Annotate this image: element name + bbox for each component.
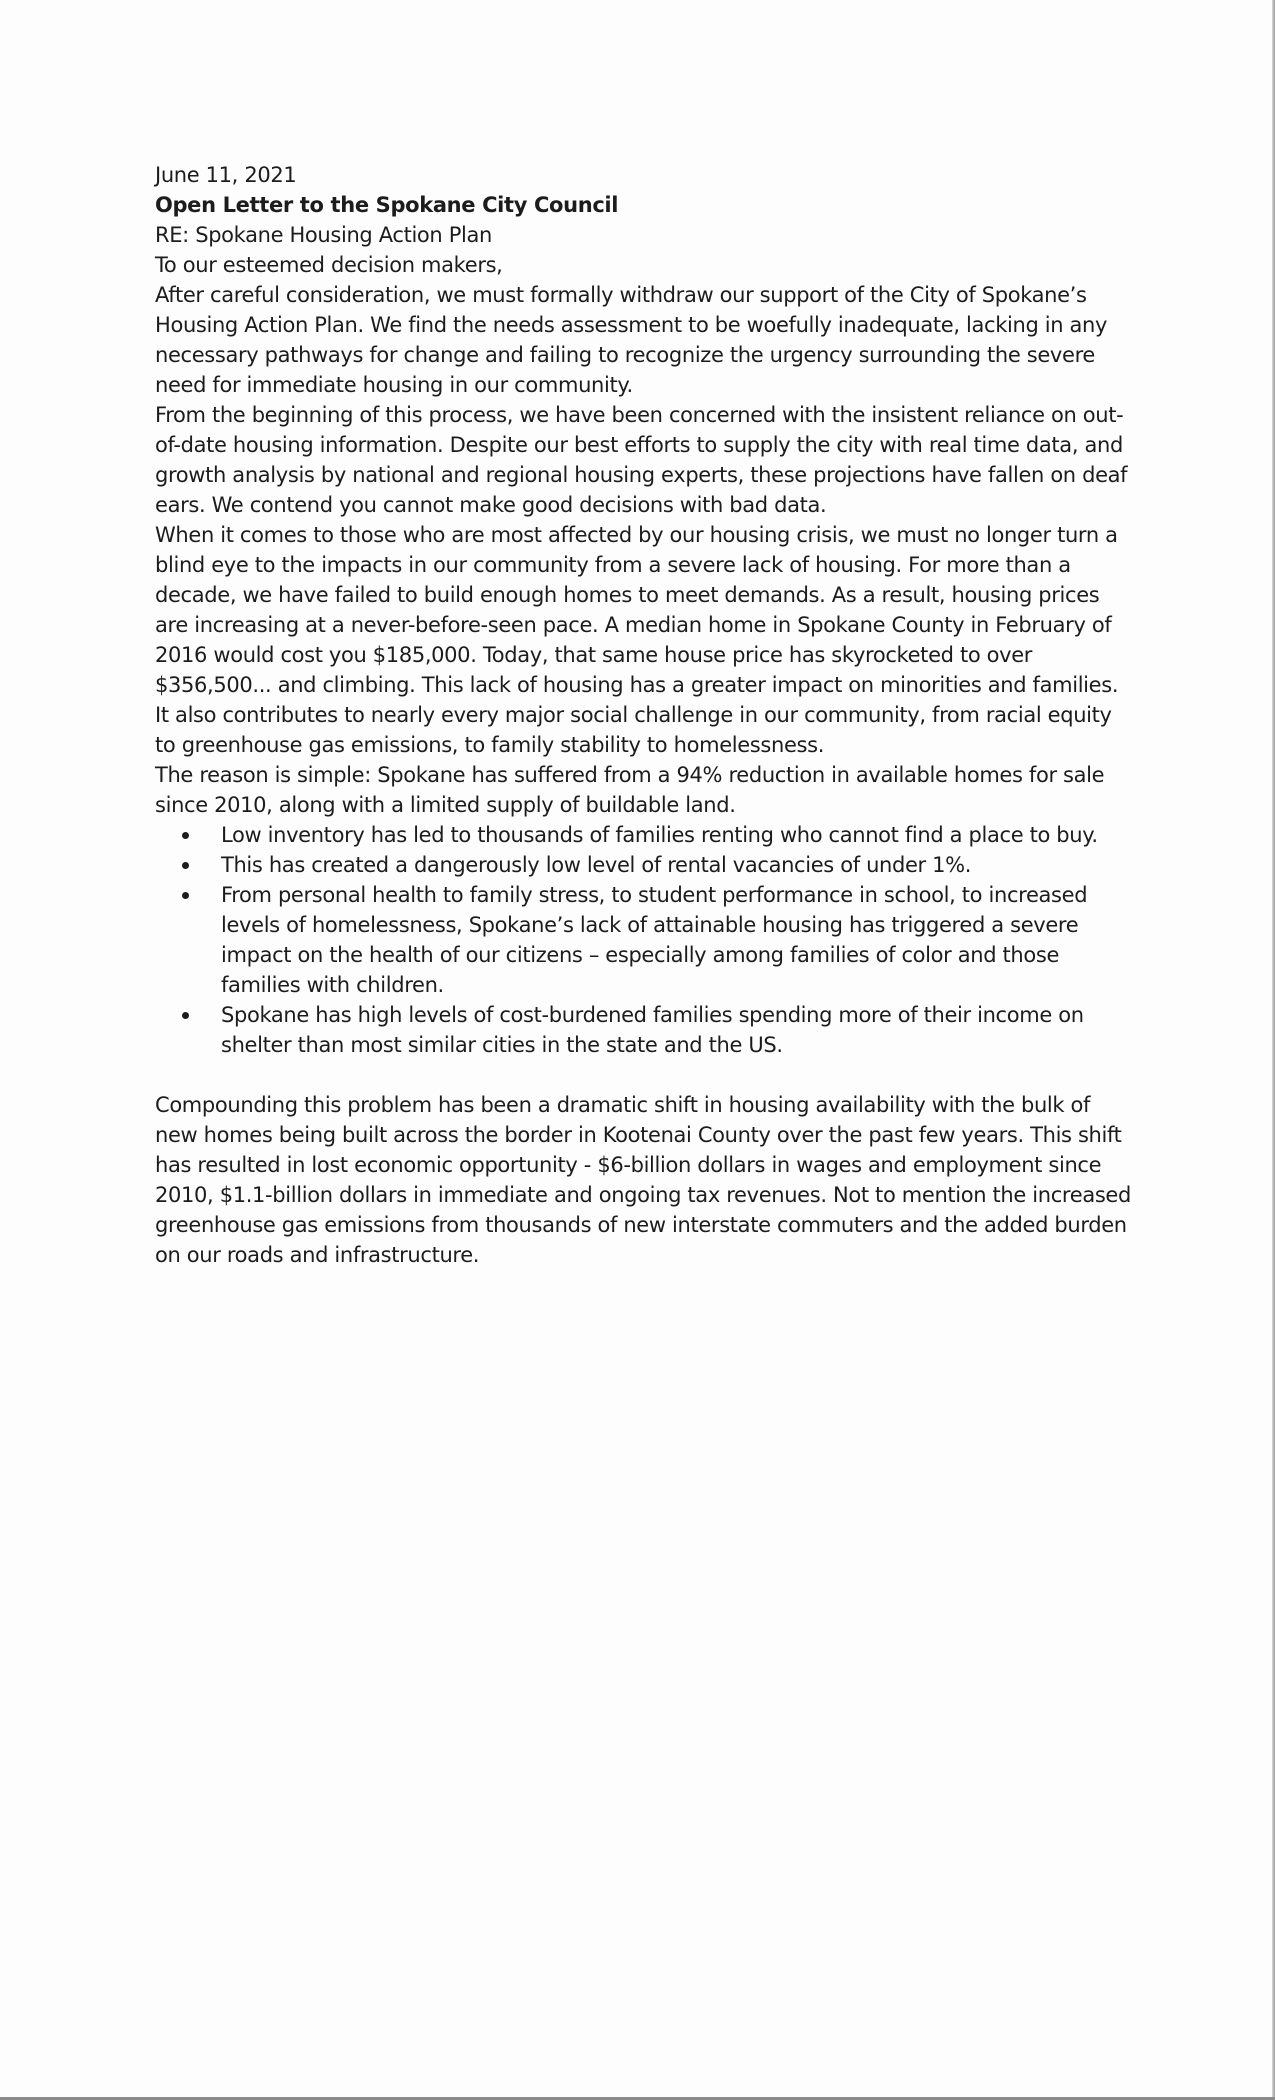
paragraph-withdraw-support: After careful consideration, we must formally withdraw our support of the City of Spokane’s Housing Action Plan. We find the needs assessment to be woefully inadequate, lacking in any necessary pathways for change and failing to recognize the urgency surrounding the severe need for immediate housing in our community. [155,283,1108,397]
letter-date: June 11, 2021 [155,163,297,187]
paragraph-housing-crisis: When it comes to those who are most affected by our housing crisis, we must no longer turn a blind eye to the impacts in our community from a severe lack of housing. For more than a decade, we have failed to build enough homes to meet demands. As a result, housing prices are increasing at a never-before-seen pace. A median home in Spokane County in February of 2016 would cost you $185,000. Today, that same house price has skyrocketed to over $356,500... and climbing. This lack of housing has a greater impact on minorities and families. It also contributes to nearly every major social challenge in our community, from racial equity to greenhouse gas emissions, to family stability to homelessness. [155,523,1119,757]
paragraph-outdated-data: From the beginning of this process, we have been concerned with the insistent reliance on out-of-date housing information. Despite our best efforts to supply the city with real time data, and growth analysis by national and regional housing experts, these projections have fallen on deaf ears. We contend you cannot make good decisions with bad data. [155,403,1128,517]
bullet-text: This has created a dangerously low level of rental vacancies of under 1%. [221,853,972,877]
bullet-icon [182,1012,189,1019]
list-item [221,880,1135,1000]
letter-subject: RE: Spokane Housing Action Plan [155,223,492,247]
bullet-icon [182,892,189,899]
bullet-text: Spokane has high levels of cost-burdened families spending more of their income on shelter than most similar cities in the state and the US. [221,1003,1084,1057]
bullet-text: From personal health to family stress, to student performance in school, to increased levels of homelessness, Spokane’s lack of attainable housing has triggered a severe impact on the health of our citizens – especially among families of color and those families with children. [221,883,1088,997]
open-letter [155,160,1135,1270]
bullet-list [155,820,1135,1060]
list-item [221,850,1135,880]
letter-title: Open Letter to the Spokane City Council [155,193,619,217]
list-item [221,820,1135,850]
bullet-icon [182,832,189,839]
bullet-text: Low inventory has led to thousands of families renting who cannot find a place to buy. [221,823,1098,847]
paragraph-compounding-problem: Compounding this problem has been a dramatic shift in housing availability with the bulk of new homes being built across the border in Kootenai County over the past few years. This shift has resulted in lost economic opportunity - $6-billion dollars in wages and employment since 2010, $1.1-billion dollars in immediate and ongoing tax revenues. Not to mention the increased greenhouse gas emissions from thousands of new interstate commuters and the added burden on our roads and infrastructure. [155,1093,1131,1267]
letter-salutation: To our esteemed decision makers, [155,253,503,277]
paragraph-reason: The reason is simple: Spokane has suffered from a 94% reduction in available homes for sale since 2010, along with a limited supply of buildable land. [155,763,1105,817]
list-item [221,1000,1135,1060]
bullet-icon [182,862,189,869]
